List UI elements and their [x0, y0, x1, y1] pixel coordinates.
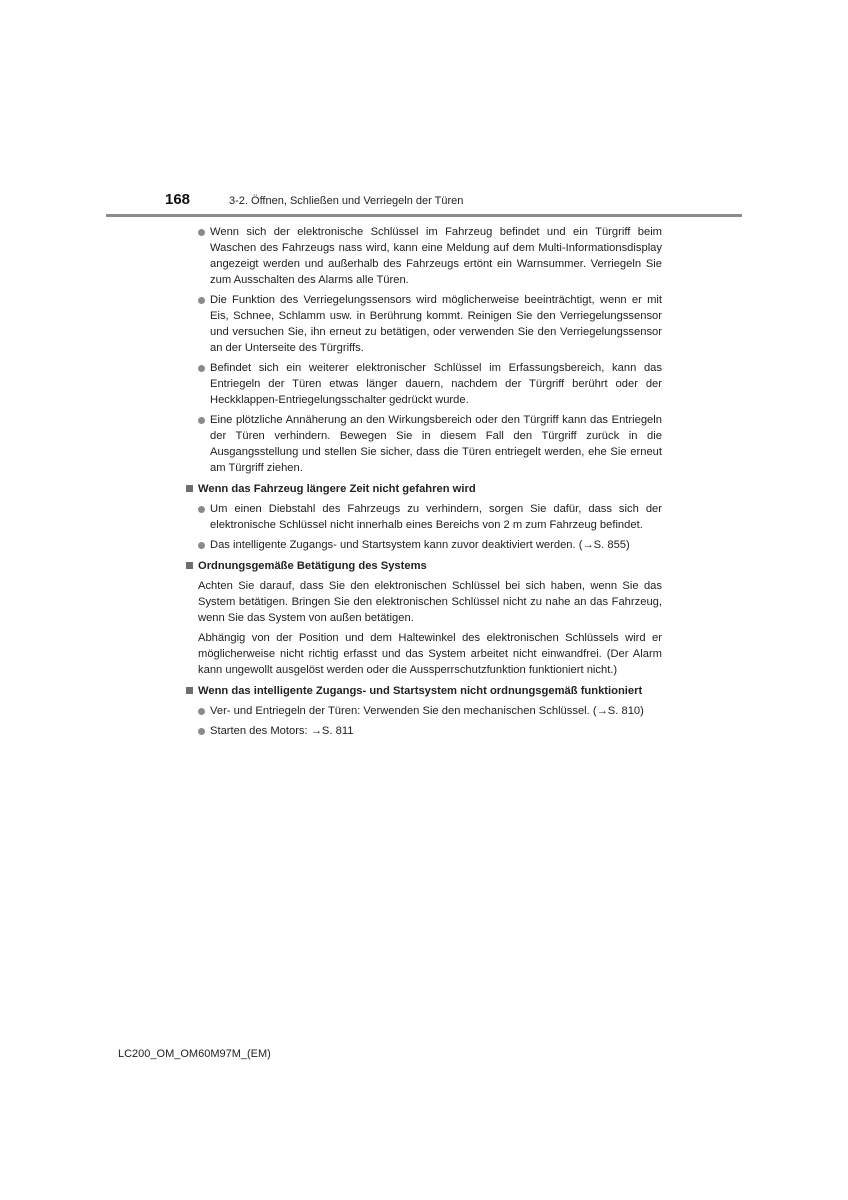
bullet-dot-icon	[198, 229, 205, 236]
section-heading-proper-operation	[186, 558, 662, 574]
section-heading-text: Wenn das intelligente Zugangs- und Startsystem nicht ordnungsgemäß funktioniert	[198, 685, 643, 697]
bullet-item	[186, 412, 662, 476]
bullet-item	[186, 537, 662, 553]
bullet-dot-icon	[198, 365, 205, 372]
document-code: LC200_OM_OM60M97M_(EM)	[118, 1048, 271, 1060]
section-heading-long-time	[186, 481, 662, 497]
section-heading-text: Wenn das Fahrzeug längere Zeit nicht gefahren wird	[198, 483, 476, 495]
page-number: 168	[165, 191, 191, 208]
bullet-text: Eine plötzliche Annäherung an den Wirkungsbereich oder den Türgriff kann das Entriegeln der Türen verhindern. Bewegen Sie in diesem Fall den Türgriff zurück in die Ausgangsstellung und stellen Sie sicher, dass die Türen entriegelt werden, ehe Sie erneut am Türgriff ziehen.	[210, 414, 662, 474]
bullet-item	[186, 703, 662, 719]
header-divider	[106, 214, 742, 217]
section-heading-malfunction	[186, 683, 662, 699]
section-square-icon	[186, 687, 193, 694]
chapter-title: 3-2. Öffnen, Schließen und Verriegeln der Türen	[229, 195, 464, 207]
bullet-dot-icon	[198, 506, 205, 513]
bullet-text: Die Funktion des Verriegelungssensors wird möglicherweise beeinträchtigt, wenn er mit Eis, Schnee, Schlamm usw. in Berührung kommt. Reinigen Sie den Verriegelungssensor und versuchen Sie, ihn erneut zu betätigen, oder verwenden Sie den Verriegelungssensor an der Unterseite des Türgriffs.	[210, 294, 662, 354]
bullet-text: Wenn sich der elektronische Schlüssel im Fahrzeug befindet und ein Türgriff beim Waschen des Fahrzeugs nass wird, kann eine Meldung auf dem Multi-Informationsdisplay angezeigt werden und außerhalb des Fahrzeugs ertönt ein Warnsummer. Verriegeln Sie zum Ausschalten des Alarms alle Türen.	[210, 226, 662, 286]
bullet-text: Befindet sich ein weiterer elektronischer Schlüssel im Erfassungsbereich, kann das Entriegeln der Türen etwas länger dauern, nachdem der Türgriff berührt oder der Heckklappen-Entriegelungsschalter gedrückt wurde.	[210, 362, 662, 406]
bullet-text: Ver- und Entriegeln der Türen: Verwenden Sie den mechanischen Schlüssel. (→S. 810)	[210, 705, 644, 717]
bullet-dot-icon	[198, 708, 205, 715]
section-square-icon	[186, 485, 193, 492]
bullet-item	[186, 723, 662, 739]
bullet-dot-icon	[198, 542, 205, 549]
bullet-dot-icon	[198, 728, 205, 735]
bullet-item	[186, 224, 662, 288]
bullet-text: Um einen Diebstahl des Fahrzeugs zu verhindern, sorgen Sie dafür, dass sich der elektronische Schlüssel nicht innerhalb eines Bereichs von 2 m zum Fahrzeug befindet.	[210, 503, 662, 531]
paragraph: Achten Sie darauf, dass Sie den elektronischen Schlüssel bei sich haben, wenn Sie das System betätigen. Bringen Sie den elektronischen Schlüssel nicht zu nahe an das Fahrzeug, wenn Sie das System von außen betätigen.	[198, 580, 662, 624]
bullet-dot-icon	[198, 297, 205, 304]
page-content	[186, 224, 662, 739]
bullet-item	[186, 292, 662, 356]
bullet-item	[186, 501, 662, 533]
bullet-dot-icon	[198, 417, 205, 424]
section-heading-text: Ordnungsgemäße Betätigung des Systems	[198, 560, 427, 572]
bullet-text: Das intelligente Zugangs- und Startsystem kann zuvor deaktiviert werden. (→S. 855)	[210, 539, 630, 551]
bullet-item	[186, 360, 662, 408]
paragraph: Abhängig von der Position und dem Haltewinkel des elektronischen Schlüssels wird er möglicherweise nicht richtig erfasst und das System arbeitet nicht einwandfrei. (Der Alarm kann ungewollt ausgelöst werden oder die Aussperrschutzfunktion funktioniert nicht.)	[198, 632, 662, 676]
section-square-icon	[186, 562, 193, 569]
bullet-text: Starten des Motors: →S. 811	[210, 725, 354, 737]
